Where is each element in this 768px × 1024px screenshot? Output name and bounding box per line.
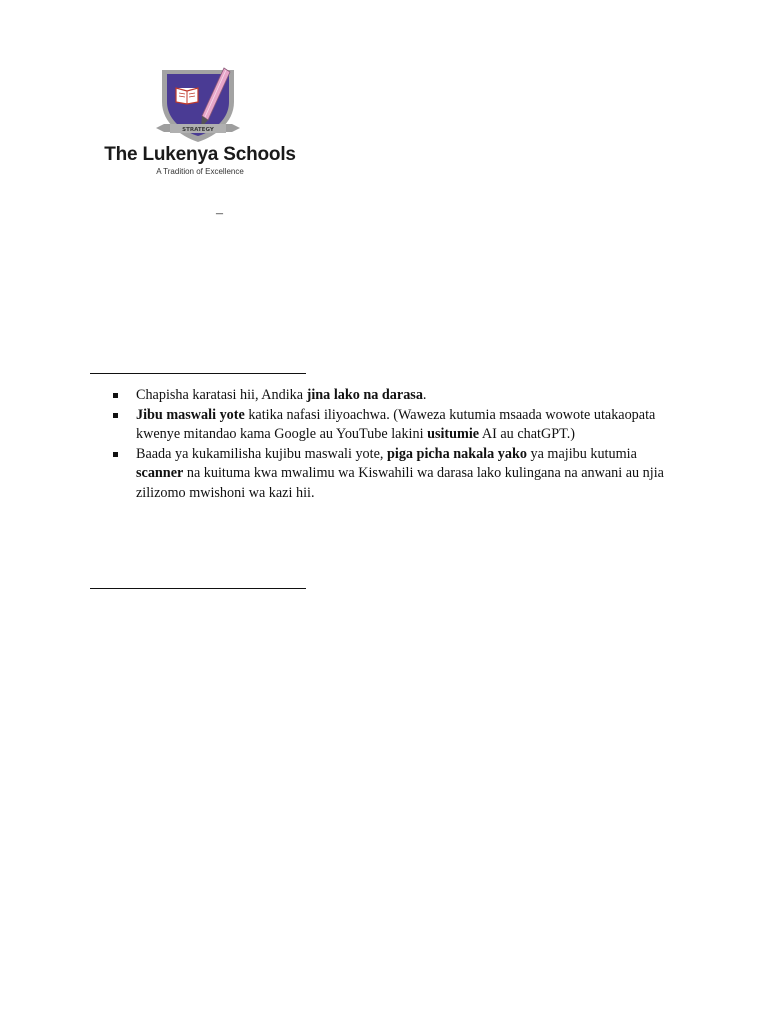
instruction-text: Baada ya kukamilisha kujibu maswali yote, xyxy=(136,445,387,462)
instruction-text: na kuituma kwa mwalimu wa Kiswahili wa darasa lako kulingana na anwani au njia zilizomo mwishoni wa kazi hii. xyxy=(136,465,664,501)
school-logo xyxy=(100,64,300,184)
instruction-emphasis: piga picha nakala yako xyxy=(386,445,527,462)
instructions-list xyxy=(110,386,680,503)
instruction-item xyxy=(110,406,680,445)
instruction-emphasis: usitumie xyxy=(427,426,480,442)
school-name: The Lukenya Schools xyxy=(104,144,296,165)
open-book-icon xyxy=(176,88,198,104)
school-tagline: A Tradition of Excellence xyxy=(156,167,244,176)
instruction-text: katika nafasi iliyoachwa. (Waweza kutumia msaada wowote utakaopata kwenye mitandao kama Google au YouTube lakini xyxy=(136,406,656,442)
school-crest-icon xyxy=(156,66,240,144)
instruction-item xyxy=(110,445,680,504)
instruction-emphasis: Jibu maswali yote xyxy=(136,406,245,423)
instruction-text: Chapisha karatasi hii, Andika xyxy=(136,387,307,403)
instruction-item xyxy=(110,386,680,406)
square-bullet-icon xyxy=(113,452,118,457)
square-bullet-icon xyxy=(113,393,118,398)
instruction-text: AI au chatGPT.) xyxy=(479,426,575,442)
instruction-emphasis: scanner xyxy=(136,465,184,481)
instruction-emphasis: jina lako na darasa xyxy=(306,387,423,403)
dash-mark: – xyxy=(216,206,223,221)
banner-text: STRATEGY xyxy=(182,127,214,133)
top-rule xyxy=(90,373,306,374)
instruction-text: . xyxy=(422,387,427,403)
instruction-text: ya majibu kutumia xyxy=(526,445,637,462)
square-bullet-icon xyxy=(113,413,118,418)
bottom-rule xyxy=(90,588,306,589)
